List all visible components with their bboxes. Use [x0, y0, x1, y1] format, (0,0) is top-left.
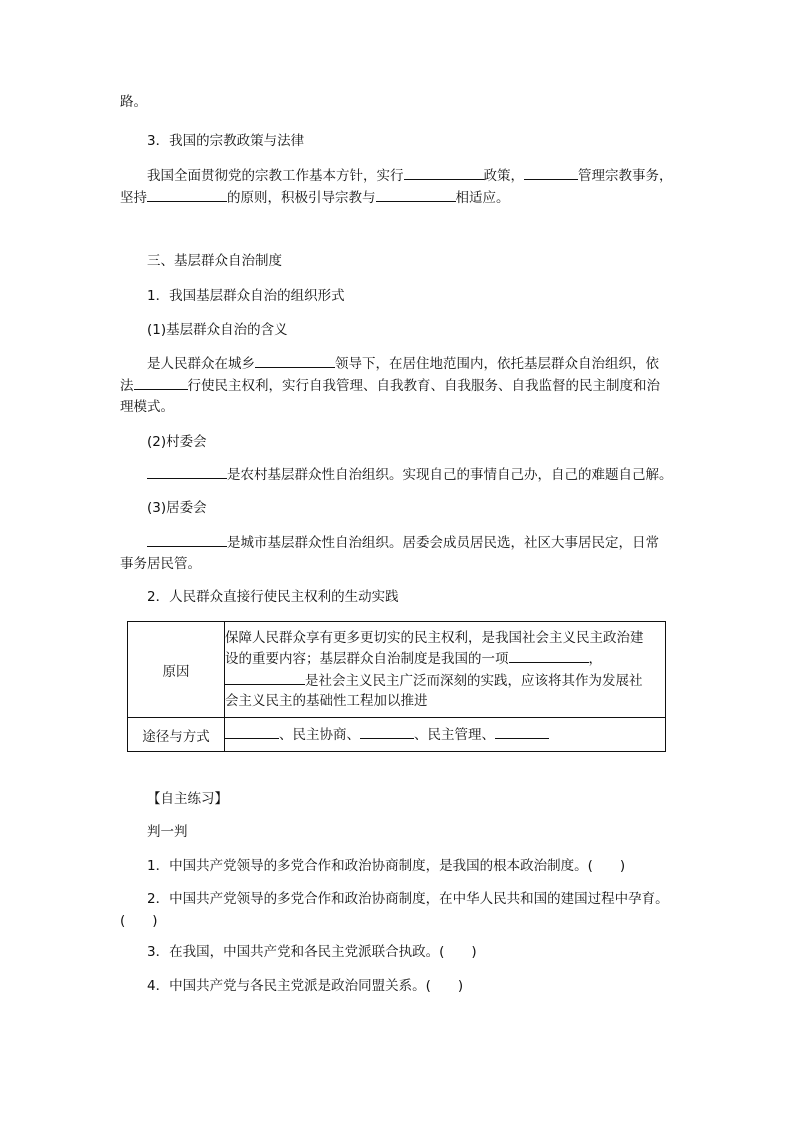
section-heading: 3．我国的宗教政策与法律 [147, 133, 305, 149]
subsection-heading: (1)基层群众自治的含义 [147, 322, 288, 338]
fill-blank[interactable] [360, 724, 414, 739]
paragraph-line: 是农村基层群众性自治组织。实现自己的事情自己办，自己的难题自己解。 [147, 464, 673, 485]
practice-table [127, 621, 666, 752]
question-item: 1．中国共产党领导的多党合作和政治协商制度，是我国的根本政治制度。( ) [147, 858, 626, 874]
table-row-header: 途径与方式 [128, 718, 225, 752]
fill-blank[interactable] [509, 648, 589, 663]
fill-blank[interactable] [225, 724, 279, 739]
paragraph-line: 是人民群众在城乡 领导下，在居住地范围内，依托基层群众自治组织，依 [147, 353, 659, 374]
paragraph-line: 坚持 的原则，积极引导宗教与 相适应。 [120, 187, 510, 208]
section-heading: 1．我国基层群众自治的组织形式 [147, 288, 345, 304]
fill-blank[interactable] [134, 375, 188, 390]
table-row-header: 原因 [128, 622, 225, 718]
text-line: 路。 [120, 94, 147, 110]
paragraph-line: 法 行使民主权利，实行自我管理、自我教育、自我服务、自我监督的民主制度和治 [120, 375, 660, 396]
table-cell: 、民主协商、 、民主管理、 [225, 718, 666, 752]
table-row [128, 622, 666, 718]
section-heading: 2．人民群众直接行使民主权利的生动实践 [147, 589, 399, 605]
fill-blank[interactable] [495, 724, 549, 739]
paragraph-line: 事务居民管。 [120, 556, 201, 572]
question-item: 3．在我国，中国共产党和各民主党派联合执政。( ) [147, 944, 477, 960]
table-row [128, 718, 666, 752]
table-cell: 保障人民群众享有更多更切实的民主权利，是我国社会主义民主政治建 设的重要内容；基层群众自治制度是我国的一项 ， 是社会主义民主广泛而深刻的实践，应该将其作为发展社 会主义民主的基础性工程加以推进 [225, 622, 666, 718]
practice-subtitle: 判一判 [147, 824, 188, 840]
practice-title: 【自主练习】 [147, 791, 228, 807]
paragraph-line: 是城市基层群众性自治组织。居委会成员居民选，社区大事居民定，日常 [147, 532, 659, 553]
section-heading: 三、基层群众自治制度 [147, 253, 282, 269]
fill-blank[interactable] [404, 165, 484, 180]
paragraph-line: 理模式。 [120, 399, 174, 415]
answer-parens[interactable]: ( ) [120, 913, 158, 929]
subsection-heading: (2)村委会 [147, 434, 207, 450]
fill-blank[interactable] [225, 670, 305, 685]
question-item: 2．中国共产党领导的多党合作和政治协商制度，在中华人民共和国的建国过程中孕育。 [147, 891, 669, 907]
fill-blank[interactable] [147, 187, 227, 202]
fill-blank[interactable] [376, 187, 456, 202]
fill-blank[interactable] [147, 464, 227, 479]
fill-blank[interactable] [524, 165, 578, 180]
subsection-heading: (3)居委会 [147, 500, 207, 516]
fill-blank[interactable] [255, 353, 335, 368]
fill-blank[interactable] [147, 532, 227, 547]
paragraph-line: 我国全面贯彻党的宗教工作基本方针，实行 政策， 管理宗教事务， [147, 165, 673, 186]
question-item: 4．中国共产党与各民主党派是政治同盟关系。( ) [147, 978, 464, 994]
